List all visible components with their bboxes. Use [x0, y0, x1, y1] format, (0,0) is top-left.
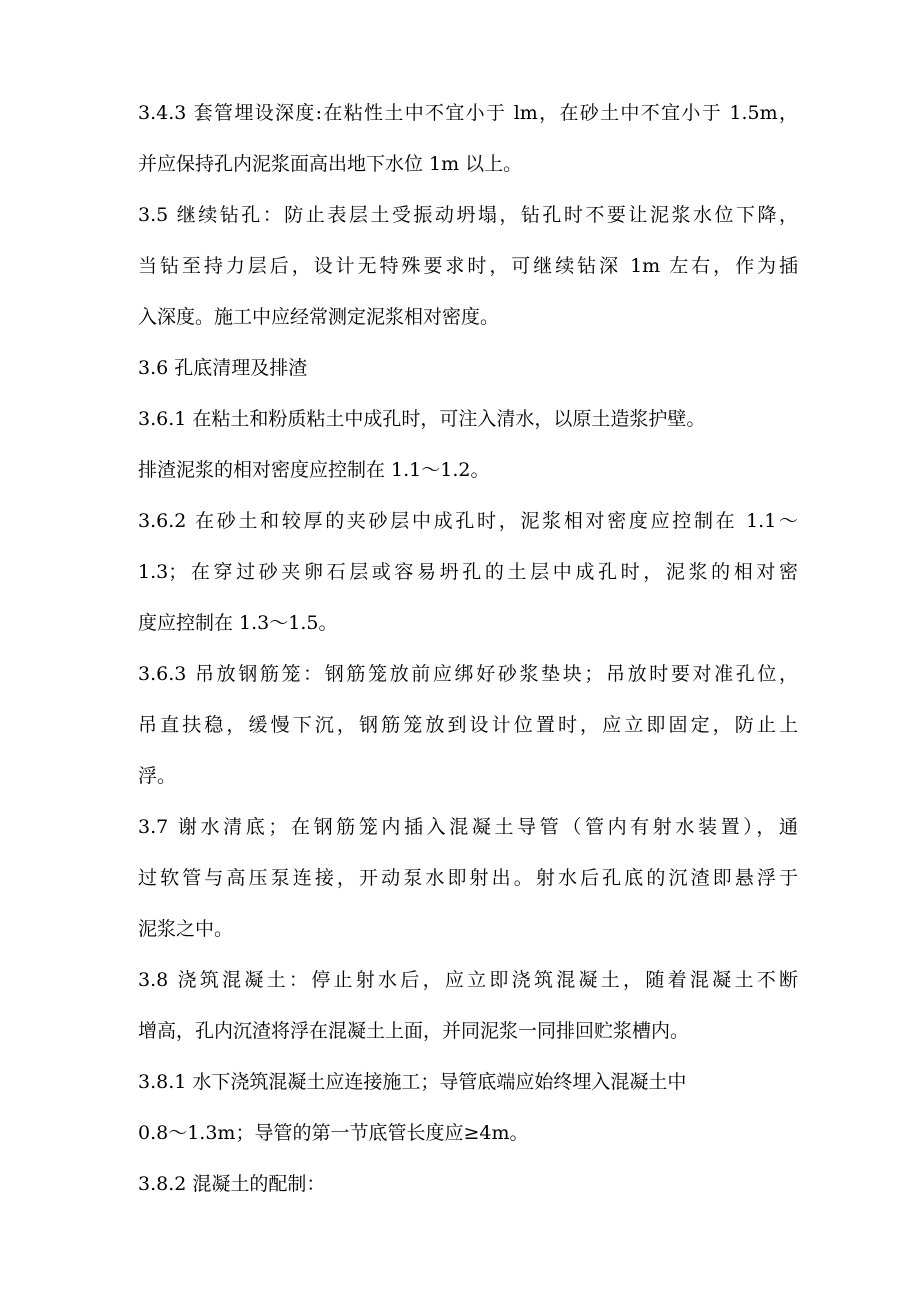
text-line: 吊直扶稳，缓慢下沉，钢筋笼放到设计位置时，应立即固定，防止上	[138, 714, 798, 736]
text-line: 增高，孔内沉渣将浮在混凝土上面，并同泥浆一同排回贮浆槽内。	[138, 1020, 690, 1042]
text-line: 3.8.1 水下浇筑混凝土应连接施工；导管底端应始终埋入混凝土中	[138, 1071, 687, 1093]
text-line: 浮。	[138, 765, 177, 787]
text-line: 0.8～1.3m；导管的第一节底管长度应≥4m。	[138, 1122, 529, 1144]
text-line: 3.7 谢水清底；在钢筋笼内插入混凝土导管（管内有射水装置），通	[138, 816, 798, 838]
section-heading: 3.6 孔底清理及排渣	[138, 357, 308, 379]
text-line: 并应保持孔内泥浆面高出地下水位 1m 以上。	[138, 153, 523, 175]
text-line: 度应控制在 1.3～1.5。	[138, 612, 338, 634]
text-line: 排渣泥浆的相对密度应控制在 1.1～1.2。	[138, 459, 490, 481]
text-line: 3.6.3 吊放钢筋笼：钢筋笼放前应绑好砂浆垫块；吊放时要对准孔位，	[138, 663, 798, 685]
text-line: 3.4.3 套管埋设深度:在粘性土中不宜小于 lm，在砂土中不宜小于 1.5m，	[138, 102, 798, 124]
section-heading: 3.8.2 混凝土的配制：	[138, 1173, 326, 1195]
text-line: 1.3；在穿过砂夹卵石层或容易坍孔的土层中成孔时，泥浆的相对密	[138, 561, 798, 583]
text-line: 泥浆之中。	[138, 918, 234, 940]
text-line: 入深度。施工中应经常测定泥浆相对密度。	[138, 306, 500, 328]
text-line: 3.8 浇筑混凝土：停止射水后，应立即浇筑混凝土，随着混凝土不断	[138, 969, 798, 991]
text-line: 3.5 继续钻孔：防止表层土受振动坍塌，钻孔时不要让泥浆水位下降，	[138, 204, 798, 226]
text-line: 3.6.2 在砂土和较厚的夹砂层中成孔时，泥浆相对密度应控制在 1.1～	[138, 510, 798, 532]
text-line: 3.6.1 在粘土和粉质粘土中成孔时，可注入清水，以原土造浆护壁。	[138, 408, 706, 430]
text-line: 当钻至持力层后，设计无特殊要求时，可继续钻深 1m 左右，作为插	[138, 255, 798, 277]
document-body	[138, 88, 798, 1210]
text-line: 过软管与高压泵连接，开动泵水即射出。射水后孔底的沉渣即悬浮于	[138, 867, 798, 889]
